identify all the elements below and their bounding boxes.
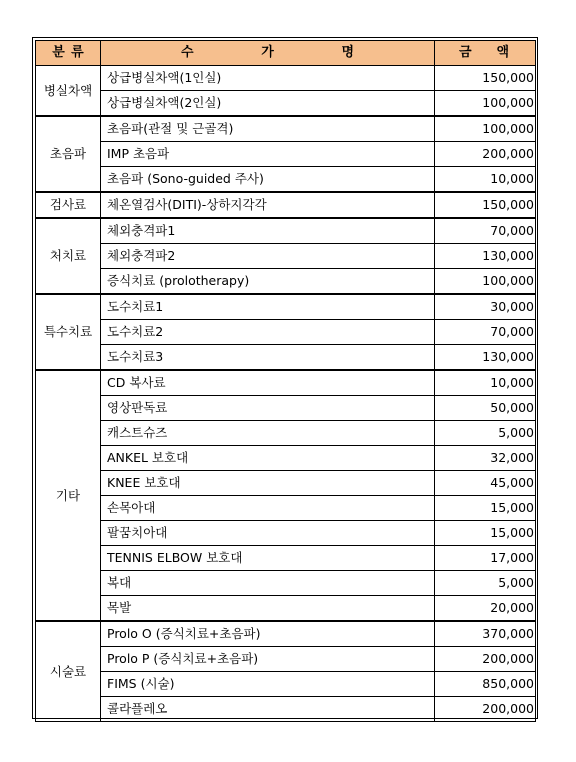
- table-row: [36, 192, 536, 218]
- table-row: [36, 66, 536, 91]
- item-name-cell: 복대: [101, 571, 435, 596]
- item-name-cell: 팔꿈치아대: [101, 521, 435, 546]
- table-row: [36, 647, 536, 672]
- item-name-cell: 도수치료1: [101, 294, 435, 320]
- table-row: [36, 116, 536, 142]
- table-row: [36, 370, 536, 396]
- table-row: [36, 91, 536, 117]
- table-row: [36, 396, 536, 421]
- category-cell: 병실차액: [36, 66, 101, 117]
- table-row: [36, 345, 536, 371]
- amount-cell: 50,000: [435, 396, 536, 421]
- category-cell: 초음파: [36, 116, 101, 192]
- amount-cell: 5,000: [435, 571, 536, 596]
- category-cell: 처치료: [36, 218, 101, 294]
- header-category-char: 류: [71, 45, 84, 60]
- table-row: [36, 571, 536, 596]
- item-name-cell: Prolo P (증식치료+초음파): [101, 647, 435, 672]
- amount-cell: 100,000: [435, 91, 536, 117]
- amount-cell: 45,000: [435, 471, 536, 496]
- table-row: [36, 320, 536, 345]
- amount-cell: 200,000: [435, 647, 536, 672]
- table-row: [36, 167, 536, 193]
- amount-cell: 30,000: [435, 294, 536, 320]
- item-name-cell: 도수치료2: [101, 320, 435, 345]
- amount-cell: 10,000: [435, 370, 536, 396]
- header-amount: [435, 41, 536, 66]
- item-name-cell: 콜라플레오: [101, 697, 435, 722]
- item-name-cell: 증식치료 (prolotherapy): [101, 269, 435, 295]
- table-row: [36, 546, 536, 571]
- amount-cell: 130,000: [435, 345, 536, 371]
- header-item-char: 명: [341, 45, 354, 60]
- table-row: [36, 421, 536, 446]
- item-name-cell: ANKEL 보호대: [101, 446, 435, 471]
- category-cell: 검사료: [36, 192, 101, 218]
- item-name-cell: 도수치료3: [101, 345, 435, 371]
- amount-cell: 15,000: [435, 496, 536, 521]
- header-category-char: 분: [52, 45, 65, 60]
- amount-cell: 200,000: [435, 697, 536, 722]
- table-row: [36, 244, 536, 269]
- item-name-cell: 목발: [101, 596, 435, 622]
- amount-cell: 10,000: [435, 167, 536, 193]
- category-cell: 기타: [36, 370, 101, 621]
- header-row: [36, 41, 536, 66]
- amount-cell: 200,000: [435, 142, 536, 167]
- item-name-cell: 초음파(관절 및 근골격): [101, 116, 435, 142]
- amount-cell: 850,000: [435, 672, 536, 697]
- table-row: [36, 294, 536, 320]
- amount-cell: 150,000: [435, 192, 536, 218]
- table-row: [36, 471, 536, 496]
- item-name-cell: 캐스트슈즈: [101, 421, 435, 446]
- item-name-cell: CD 복사료: [101, 370, 435, 396]
- item-name-cell: 초음파 (Sono-guided 주사): [101, 167, 435, 193]
- table-row: [36, 697, 536, 722]
- amount-cell: 15,000: [435, 521, 536, 546]
- item-name-cell: 영상판독료: [101, 396, 435, 421]
- table-row: [36, 496, 536, 521]
- amount-cell: 100,000: [435, 116, 536, 142]
- header-amount-char: 금: [459, 45, 472, 60]
- amount-cell: 70,000: [435, 320, 536, 345]
- fee-table-body: [36, 41, 536, 722]
- amount-cell: 370,000: [435, 621, 536, 647]
- table-row: [36, 142, 536, 167]
- table-row: [36, 446, 536, 471]
- amount-cell: 17,000: [435, 546, 536, 571]
- category-cell: 시술료: [36, 621, 101, 722]
- fee-table: [35, 40, 536, 722]
- amount-cell: 100,000: [435, 269, 536, 295]
- amount-cell: 5,000: [435, 421, 536, 446]
- item-name-cell: 상급병실차액(1인실): [101, 66, 435, 91]
- amount-cell: 32,000: [435, 446, 536, 471]
- table-row: [36, 269, 536, 295]
- item-name-cell: FIMS (시술): [101, 672, 435, 697]
- item-name-cell: KNEE 보호대: [101, 471, 435, 496]
- category-cell: 특수치료: [36, 294, 101, 370]
- table-row: [36, 672, 536, 697]
- item-name-cell: 손목아대: [101, 496, 435, 521]
- amount-cell: 70,000: [435, 218, 536, 244]
- item-name-cell: 상급병실차액(2인실): [101, 91, 435, 117]
- header-item: [101, 41, 435, 66]
- header-category: [36, 41, 101, 66]
- table-row: [36, 596, 536, 622]
- table-row: [36, 218, 536, 244]
- amount-cell: 20,000: [435, 596, 536, 622]
- header-item-char: 수: [181, 45, 194, 60]
- item-name-cell: 체외충격파1: [101, 218, 435, 244]
- header-amount-char: 액: [496, 45, 509, 60]
- item-name-cell: Prolo O (증식치료+초음파): [101, 621, 435, 647]
- item-name-cell: TENNIS ELBOW 보호대: [101, 546, 435, 571]
- table-row: [36, 521, 536, 546]
- header-item-char: 가: [261, 45, 274, 60]
- item-name-cell: 체외충격파2: [101, 244, 435, 269]
- amount-cell: 150,000: [435, 66, 536, 91]
- item-name-cell: 체온열검사(DITI)-상하지각각: [101, 192, 435, 218]
- item-name-cell: IMP 초음파: [101, 142, 435, 167]
- table-row: [36, 621, 536, 647]
- amount-cell: 130,000: [435, 244, 536, 269]
